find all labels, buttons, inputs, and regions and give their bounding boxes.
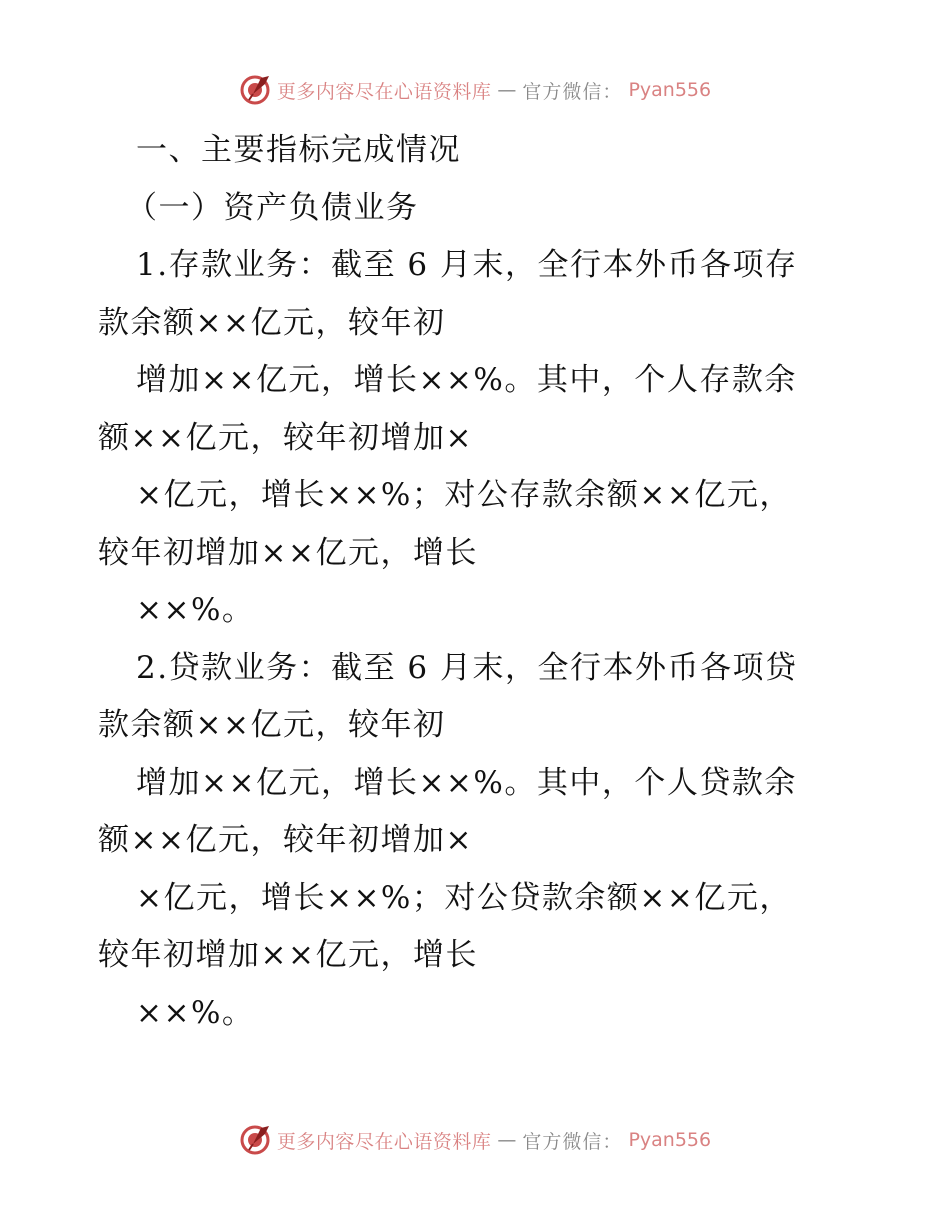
watermark-brand: 更多内容尽在心语资料库 (276, 1130, 492, 1153)
watermark-label: 官方微信： (522, 1130, 623, 1153)
watermark-wechat-id: Pyan556 (628, 1129, 712, 1151)
paragraph-line: ×亿元，增长××%；对公贷款余额××亿元， (136, 879, 792, 916)
watermark-separator: — (497, 1129, 517, 1151)
subsection-heading: （一）资产负债业务 (126, 189, 419, 226)
quill-seal-icon (239, 74, 271, 106)
paragraph-line: ××%。 (136, 592, 255, 628)
paragraph-line: 额××亿元，较年初增加× (98, 419, 473, 456)
watermark-group (239, 74, 711, 106)
paragraph-line: 较年初增加××亿元，增长 (98, 534, 478, 571)
section-heading: 一、主要指标完成情况 (136, 132, 461, 168)
paragraph-line: 较年初增加××亿元，增长 (98, 937, 478, 973)
paragraph-line: 款余额××亿元，较年初 (98, 707, 446, 743)
paragraph-line: 款余额××亿元，较年初 (98, 304, 446, 341)
document-body (98, 122, 888, 1042)
watermark-brand: 更多内容尽在心语资料库 (276, 80, 492, 103)
quill-seal-icon (239, 1124, 271, 1156)
paragraph-line: ×亿元，增长××%；对公存款余额××亿元， (136, 477, 792, 513)
watermark-label: 官方微信： (522, 80, 623, 103)
paragraph-line: 额××亿元，较年初增加× (98, 822, 473, 858)
watermark-separator: — (497, 79, 517, 101)
paragraph-line: 增加××亿元，增长××%。其中，个人贷款余 (136, 764, 797, 801)
watermark-group (239, 1124, 711, 1156)
paragraph-line: 1.存款业务：截至 6 月末，全行本外币各项存 (136, 247, 798, 283)
footer-watermark (0, 1120, 950, 1160)
paragraph-line: 2.贷款业务：截至 6 月末，全行本外币各项贷 (136, 649, 798, 686)
paragraph-line: 增加××亿元，增长××%。其中，个人存款余 (136, 362, 797, 398)
watermark-wechat-id: Pyan556 (628, 79, 712, 101)
header-watermark (0, 70, 950, 110)
paragraph-line: ××%。 (136, 994, 255, 1031)
